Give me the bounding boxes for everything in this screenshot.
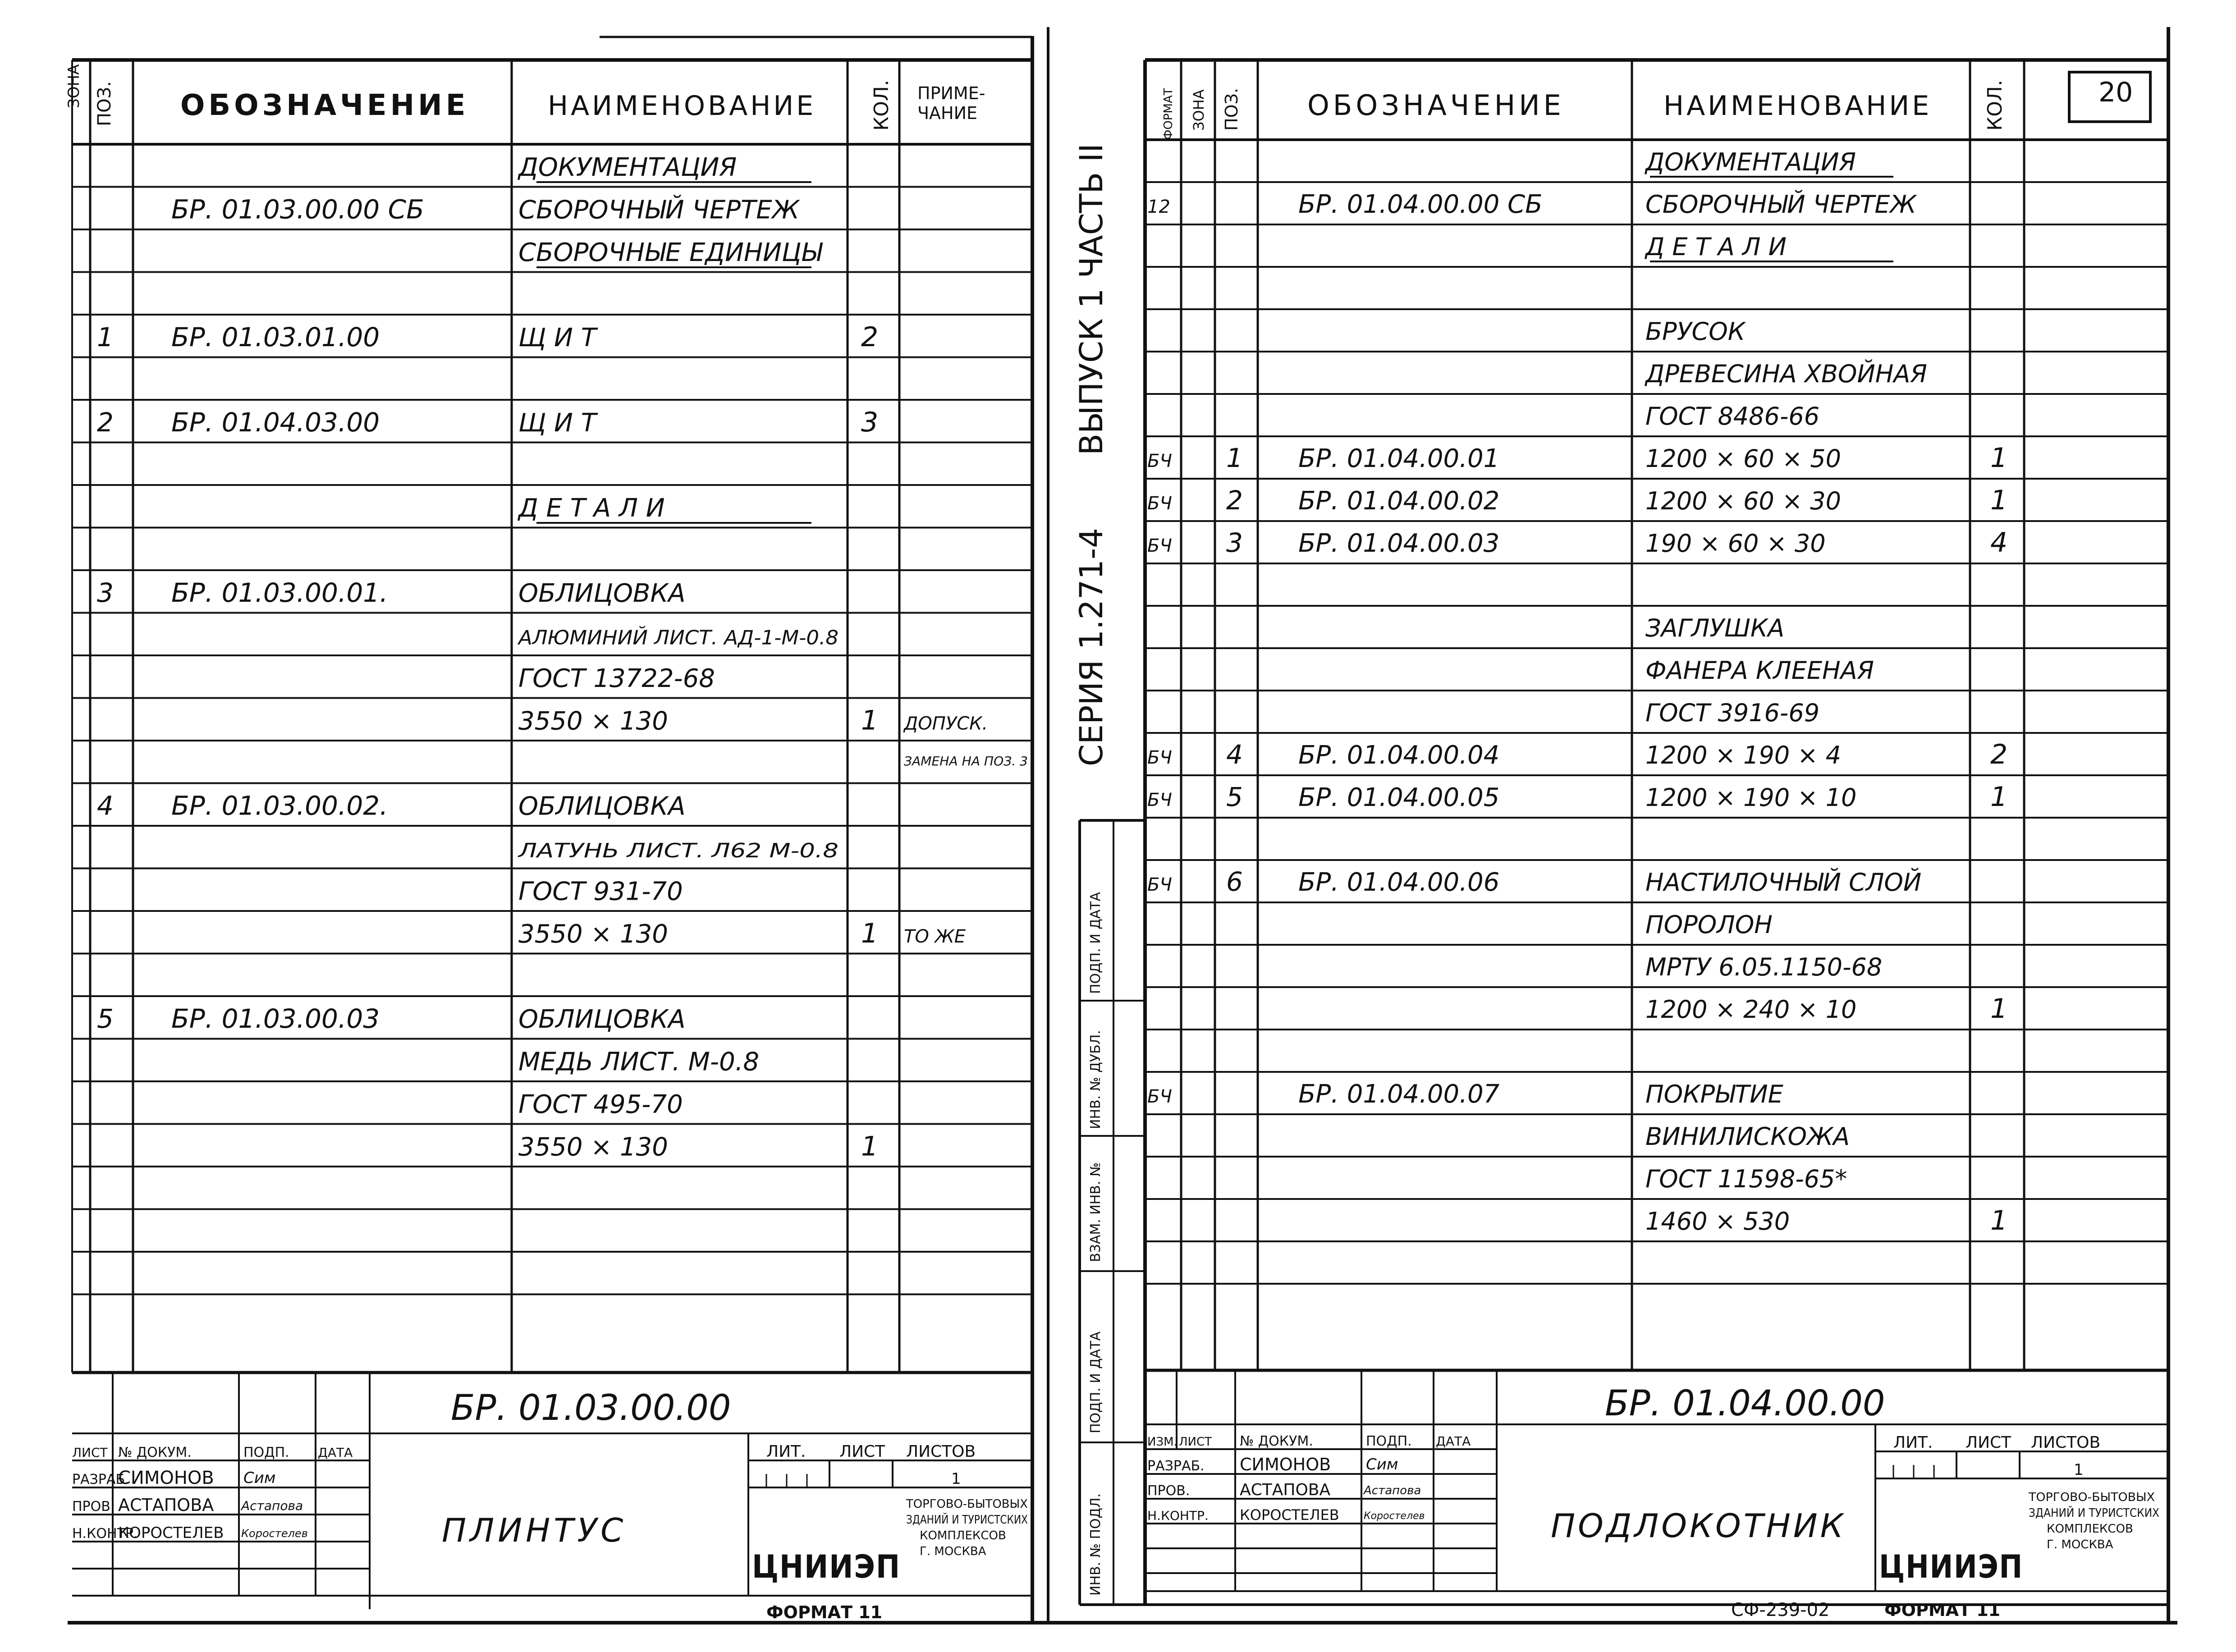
right-row-qty: 1 — [1990, 781, 2008, 813]
left-row-qty: 1 — [861, 1130, 879, 1162]
right-tb-name-1: СИМОНОВ — [1240, 1455, 1331, 1474]
right-row-name: СБОРОЧНЫЙ ЧЕРТЕЖ — [1645, 190, 1916, 219]
left-header-zone: ЗОНА — [65, 64, 83, 108]
right-row-format: БЧ — [1147, 535, 1172, 556]
left-row-qty: 1 — [861, 918, 879, 949]
left-tb-name-3: КОРОСТЕЛЕВ — [118, 1524, 224, 1542]
left-tb-role-1: РАЗРАБ. — [72, 1472, 129, 1487]
side-stamp — [1080, 820, 1145, 1605]
left-row-name: Щ И Т — [518, 408, 596, 438]
left-row-name: СБОРОЧНЫЙ ЧЕРТЕЖ — [518, 195, 799, 225]
right-tb-name-3: КОРОСТЕЛЕВ — [1240, 1506, 1339, 1524]
left-row-name: ГОСТ 931-70 — [518, 877, 683, 906]
left-header-designation: ОБОЗНАЧЕНИЕ — [180, 89, 469, 122]
right-table-header — [1162, 77, 2133, 140]
left-table-text — [97, 153, 1028, 1162]
left-tb-org-line-4: Г. МОСКВА — [920, 1545, 986, 1558]
left-tb-col-date: ДАТА — [318, 1445, 353, 1460]
right-tb-col-date: ДАТА — [1436, 1434, 1471, 1449]
right-tb-sign-1: Сим — [1366, 1455, 1398, 1474]
right-row-format: БЧ — [1147, 874, 1172, 895]
left-row-designation: БР. 01.03.01.00 — [171, 322, 380, 352]
left-row-designation: БР. 01.03.00.02. — [171, 790, 388, 821]
right-row-format: БЧ — [1147, 747, 1172, 768]
left-row-qty: 2 — [861, 321, 879, 353]
right-tb-org-line-4: Г. МОСКВА — [2047, 1538, 2113, 1551]
right-row-name: ЗАГЛУШКА — [1645, 614, 1785, 642]
right-row-qty: 1 — [1990, 485, 2008, 516]
right-row-designation: БР. 01.04.00.01 — [1298, 444, 1500, 473]
right-row-pos: 4 — [1226, 739, 1243, 770]
side-stamp-podp-data-1: ПОДП. И ДАТА — [1088, 1331, 1104, 1433]
right-row-designation: БР. 01.04.00.00 СБ — [1298, 190, 1543, 219]
left-tb-name-1: СИМОНОВ — [118, 1468, 214, 1488]
right-row-format: БЧ — [1147, 493, 1172, 514]
left-row-name: СБОРОЧНЫЕ ЕДИНИЦЫ — [518, 238, 822, 267]
right-tb-col-doc: № ДОКУМ. — [1240, 1433, 1313, 1449]
right-tb-role-1: РАЗРАБ. — [1147, 1458, 1205, 1474]
right-row-designation: БР. 01.04.00.07 — [1298, 1080, 1500, 1109]
left-tb-role-2: ПРОВ. — [72, 1499, 115, 1515]
left-row-pos: 5 — [97, 1003, 114, 1034]
right-row-pos: 6 — [1226, 866, 1243, 897]
right-table-text — [1147, 148, 2007, 1236]
left-tb-col-doc: № ДОКУМ. — [118, 1445, 192, 1460]
right-row-name: ГОСТ 8486-66 — [1645, 402, 1820, 430]
right-tb-sheets-value: 1 — [2074, 1461, 2084, 1479]
right-tb-code: БР. 01.04.00.00 — [1605, 1383, 1885, 1424]
right-row-qty: 1 — [1990, 1205, 2008, 1236]
left-row-name: ОБЛИЦОВКА — [518, 792, 686, 821]
right-header-pos: ПОЗ. — [1222, 88, 1242, 131]
right-row-designation: БР. 01.04.00.04 — [1298, 741, 1500, 770]
left-row-name: ГОСТ 13722-68 — [518, 664, 715, 693]
left-tb-title: ПЛИНТУС — [442, 1511, 627, 1549]
right-tb-title: ПОДЛОКОТНИК — [1551, 1507, 1846, 1545]
right-tb-col-sign: ПОДП. — [1366, 1433, 1412, 1449]
right-row-pos: 3 — [1226, 527, 1243, 558]
right-tb-sheet: ЛИСТ — [1966, 1433, 2011, 1452]
right-row-name: 1200 × 60 × 50 — [1645, 444, 1842, 473]
right-row-qty: 1 — [1990, 442, 2008, 474]
right-row-name: 1200 × 240 × 10 — [1645, 995, 1857, 1024]
right-row-name: ДОКУМЕНТАЦИЯ — [1645, 148, 1856, 176]
right-tb-col-sheet: ЛИСТ — [1179, 1435, 1212, 1449]
left-tb-col-sheet: ЛИСТ — [72, 1445, 108, 1460]
left-row-name: 3550 × 130 — [518, 1132, 668, 1162]
left-row-name: 3550 × 130 — [518, 706, 668, 736]
right-row-format: БЧ — [1147, 1086, 1172, 1107]
left-row-designation: БР. 01.03.00.01. — [171, 577, 388, 608]
left-tb-org-line-1: ТОРГОВО-БЫТОВЫХ — [906, 1497, 1028, 1511]
left-tb-sign-3: Коростелев — [241, 1527, 308, 1540]
left-header-name: НАИМЕНОВАНИЕ — [548, 90, 816, 122]
right-row-format: 12 — [1147, 197, 1170, 217]
right-row-qty: 2 — [1990, 739, 2008, 770]
left-tb-col-sign: ПОДП. — [243, 1445, 289, 1460]
left-header-qty: КОЛ. — [870, 80, 893, 131]
left-tb-sheets-value: 1 — [951, 1470, 961, 1488]
right-header-name: НАИМЕНОВАНИЕ — [1663, 90, 1932, 122]
right-tb-sheets: ЛИСТОВ — [2031, 1433, 2101, 1452]
side-stamp-inv-dubl: ИНВ. № ДУБЛ. — [1088, 1030, 1104, 1129]
right-row-name: ДРЕВЕСИНА ХВОЙНАЯ — [1645, 360, 1927, 388]
right-row-designation: БР. 01.04.00.05 — [1298, 783, 1500, 812]
right-row-format: БЧ — [1147, 451, 1172, 471]
left-row-name: МЕДЬ ЛИСТ. М-0.8 — [518, 1047, 760, 1077]
left-tb-sheet: ЛИСТ — [839, 1442, 885, 1461]
right-row-name: ПОРОЛОН — [1645, 911, 1773, 939]
left-row-designation: БР. 01.03.00.00 СБ — [171, 194, 424, 225]
left-row-pos: 2 — [97, 407, 114, 438]
right-tb-role-2: ПРОВ. — [1147, 1483, 1190, 1499]
left-row-name: Щ И Т — [518, 323, 596, 352]
right-row-name: ПОКРЫТИЕ — [1645, 1080, 1783, 1108]
left-row-name: АЛЮМИНИЙ ЛИСТ. АД-1-М-0.8 — [518, 626, 832, 650]
left-row-name: ОБЛИЦОВКА — [518, 579, 686, 608]
vertical-issue-label: ВЫПУСК 1 ЧАСТЬ II — [1073, 143, 1110, 455]
right-tb-doc-code: СФ-239-02 — [1731, 1600, 1830, 1620]
left-row-pos: 3 — [97, 577, 114, 608]
right-row-name: 190 × 60 × 30 — [1645, 529, 1826, 558]
right-tb-lit: ЛИТ. — [1893, 1433, 1933, 1452]
left-row-name: 3550 × 130 — [518, 920, 668, 949]
right-header-format: ФОРМАТ — [1162, 88, 1175, 140]
left-row-note: ТО ЖЕ — [904, 926, 966, 947]
right-header-zone: ЗОНА — [1190, 89, 1207, 131]
left-row-name: ГОСТ 495-70 — [518, 1090, 683, 1119]
right-row-pos: 5 — [1226, 782, 1243, 812]
right-row-name: Д Е Т А Л И — [1645, 233, 1787, 261]
right-row-qty: 4 — [1990, 527, 2008, 558]
right-row-name: 1460 × 530 — [1645, 1207, 1790, 1236]
left-row-name: ОБЛИЦОВКА — [518, 1005, 686, 1034]
right-tb-org-line-2: ЗДАНИЙ И ТУРИСТСКИХ — [2029, 1506, 2175, 1520]
right-sheet-number: 20 — [2099, 77, 2133, 108]
right-tb-sign-2: Астапова — [1364, 1484, 1421, 1497]
left-tb-name-2: АСТАПОВА — [118, 1495, 214, 1515]
right-row-name: 1200 × 190 × 4 — [1645, 741, 1842, 769]
right-title-block-text — [1147, 1383, 2175, 1620]
right-row-name: МРТУ 6.05.1150-68 — [1645, 953, 1883, 981]
left-tb-sign-1: Сим — [243, 1469, 276, 1487]
left-tb-org-line-3: КОМПЛЕКСОВ — [920, 1529, 1006, 1542]
right-tb-org-line-1: ТОРГОВО-БЫТОВЫХ — [2028, 1491, 2155, 1504]
side-stamp-vzam-inv: ВЗАМ. ИНВ. № — [1088, 1162, 1104, 1262]
left-tb-lit: ЛИТ. — [766, 1442, 806, 1461]
left-row-qty: 3 — [861, 407, 879, 438]
right-row-pos: 1 — [1226, 443, 1243, 473]
left-row-name: Д Е Т А Л И — [518, 494, 665, 523]
right-tb-role-3: Н.КОНТР. — [1147, 1508, 1209, 1523]
right-row-name: 1200 × 60 × 30 — [1645, 487, 1842, 515]
left-tb-org-logo: ЦНИИЭП — [752, 1548, 901, 1585]
right-tb-name-2: АСТАПОВА — [1240, 1481, 1331, 1499]
right-row-name: ГОСТ 11598-65* — [1645, 1165, 1847, 1193]
side-stamp-podp-data-2: ПОДП. И ДАТА — [1088, 892, 1104, 994]
right-row-name: ФАНЕРА КЛЕЕНАЯ — [1645, 656, 1874, 685]
left-row-pos: 1 — [97, 322, 114, 352]
right-tb-org-line-3: КОМПЛЕКСОВ — [2047, 1522, 2133, 1536]
right-header-designation: ОБОЗНАЧЕНИЕ — [1307, 89, 1565, 122]
left-header-pos: ПОЗ. — [94, 81, 115, 126]
left-row-note: ДОПУСК. — [904, 713, 988, 734]
right-row-format: БЧ — [1147, 790, 1172, 810]
left-tb-org-line-2: ЗДАНИЙ И ТУРИСТСКИХ — [906, 1513, 1052, 1527]
left-row-name: ЛАТУНЬ ЛИСТ. Л62 М-0.8 — [517, 839, 838, 862]
right-row-designation: БР. 01.04.00.03 — [1298, 529, 1500, 558]
right-row-qty: 1 — [1990, 993, 2008, 1025]
left-row-pos: 4 — [97, 790, 114, 821]
side-stamp-inv-podl: ИНВ. № ПОДЛ. — [1088, 1493, 1104, 1596]
right-row-designation: БР. 01.04.00.06 — [1298, 868, 1500, 897]
right-tb-col-change: ИЗМ. — [1147, 1435, 1178, 1449]
right-row-pos: 2 — [1226, 485, 1243, 516]
left-tb-format: ФОРМАТ 11 — [766, 1602, 883, 1622]
left-header-note: ПРИМЕ-ЧАНИЕ — [917, 83, 985, 123]
left-row-designation: БР. 01.04.03.00 — [171, 407, 380, 438]
right-tb-org-logo: ЦНИИЭП — [1879, 1548, 2023, 1585]
left-tb-sign-2: Астапова — [241, 1498, 303, 1513]
right-tb-sign-3: Коростелев — [1364, 1510, 1425, 1522]
left-tb-code: БР. 01.03.00.00 — [451, 1388, 731, 1428]
right-row-name: ВИНИЛИСКОЖА — [1645, 1122, 1850, 1151]
left-row-qty: 1 — [861, 705, 879, 737]
vertical-series-label: СЕРИЯ 1.271-4 — [1073, 528, 1110, 766]
right-header-qty: КОЛ. — [1984, 80, 2007, 131]
left-row-designation: БР. 01.03.00.03 — [171, 1003, 380, 1034]
right-tb-format: ФОРМАТ 11 — [1884, 1600, 2001, 1620]
right-row-name: ГОСТ 3916-69 — [1645, 699, 1820, 727]
left-tb-role-3: Н.КОНТР. — [72, 1526, 138, 1542]
left-row-name: ДОКУМЕНТАЦИЯ — [518, 153, 737, 182]
right-row-designation: БР. 01.04.00.02 — [1298, 486, 1500, 516]
left-tb-sheets: ЛИСТОВ — [906, 1442, 976, 1461]
right-row-name: 1200 × 190 × 10 — [1645, 783, 1857, 812]
right-row-name: БРУСОК — [1645, 317, 1746, 346]
right-row-name: НАСТИЛОЧНЫЙ СЛОЙ — [1645, 868, 1922, 897]
left-title-block-text — [72, 1388, 1052, 1622]
left-row-note: ЗАМЕНА НА ПОЗ. 3 — [904, 754, 1028, 769]
